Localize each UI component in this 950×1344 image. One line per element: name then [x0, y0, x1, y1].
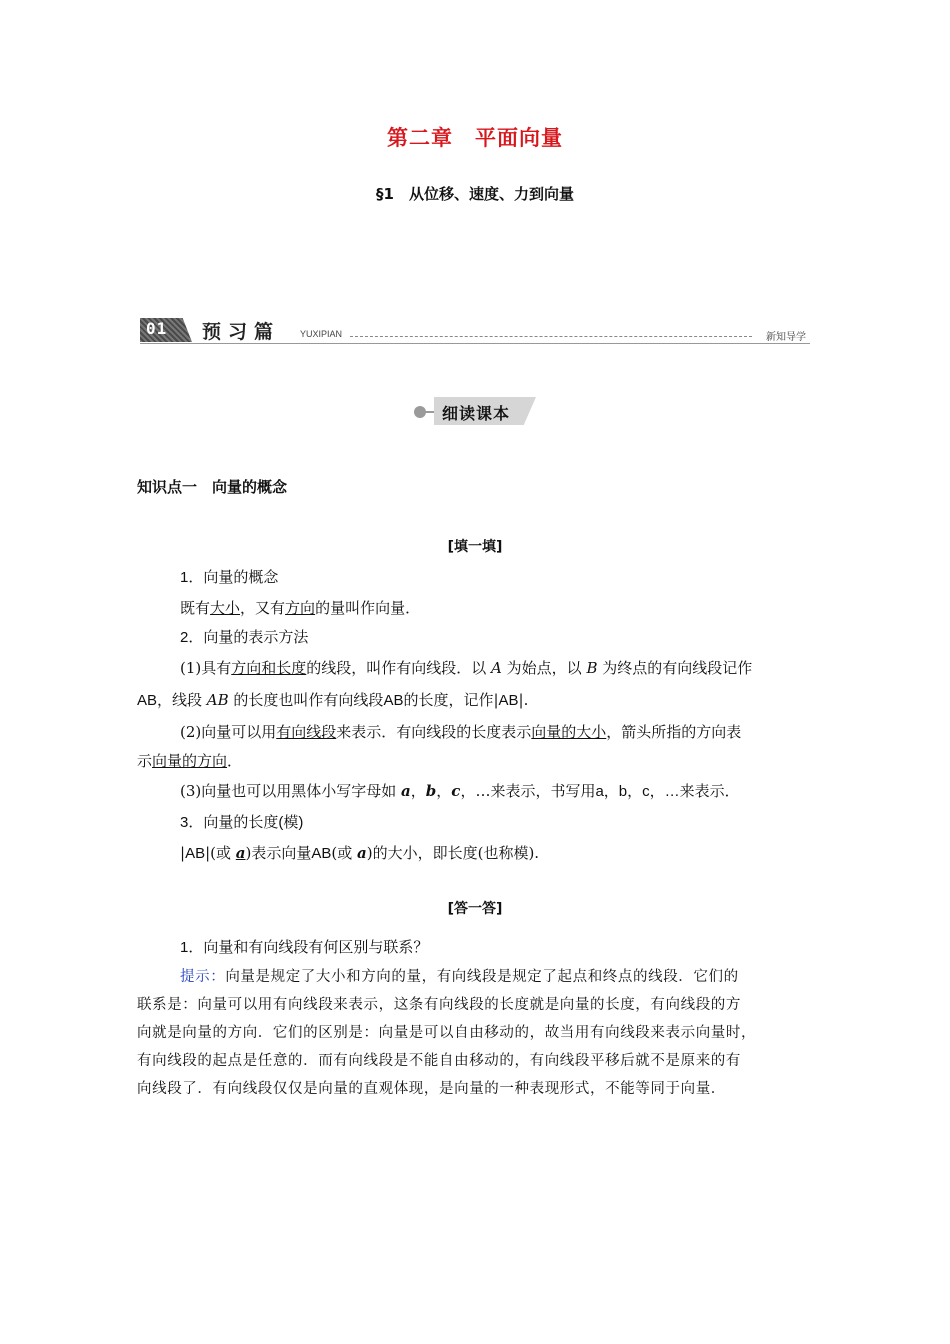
vector-ab: AB [311, 845, 332, 862]
vector-definition [180, 597, 420, 618]
text: |. [518, 691, 529, 709]
text: 来表示． [679, 782, 740, 800]
text: ， [436, 782, 452, 800]
vector-ab: AB [137, 692, 158, 709]
preview-banner [140, 316, 810, 346]
bold-b: b [425, 782, 437, 800]
handwritten-letters: a，b，c，… [595, 783, 680, 800]
segment-ab: AB [206, 691, 229, 709]
blank-vector-direction: 向量的方向 [152, 752, 228, 770]
answer-line-5: 向线段了．有向线段仅仅是向量的直观体现，是向量的一种表现形式，不能等同于向量． [137, 1081, 726, 1097]
badge-label: 细读课本 [442, 404, 511, 423]
text: ，线段 [157, 691, 207, 709]
hint-label: 提示： [180, 969, 226, 985]
banner-right-label: 新知导学 [766, 332, 806, 343]
vector-length-line [180, 842, 539, 863]
item2-title: 2．向量的表示方法 [180, 629, 309, 646]
text: 为始点，以 [501, 659, 587, 677]
blank-vector-magnitude: 向量的大小 [531, 723, 607, 741]
text: (2)向量可以用 [180, 723, 277, 741]
def-text: 的量叫作向量． [315, 599, 421, 617]
paragraph-3 [180, 780, 740, 801]
bold-c: c [451, 782, 461, 800]
vector-ab: AB [383, 692, 404, 709]
section-title: §1 从位移、速度、力到向量 [376, 185, 574, 203]
point-b: B [586, 659, 598, 677]
text: 来表示．有向线段的长度表示 [336, 723, 532, 741]
text: 的长度也叫作有向线段 [228, 691, 384, 709]
banner-number: 01 [146, 319, 168, 338]
text: 向量是规定了大小和方向的量，有向线段是规定了起点和终点的线段．它们的 [225, 969, 739, 985]
text: 为终点的有向线段记作 [597, 659, 753, 677]
paragraph-2-line-2 [137, 750, 242, 771]
knowledge-point-heading: 知识点一 向量的概念 [137, 478, 288, 496]
paragraph-2-line-1 [180, 721, 741, 742]
blank-magnitude: 大小 [210, 599, 241, 617]
answer-line-3: 向就是向量的方向．它们的区别是：向量是可以自由移动的，故当用有向线段来表示向量时， [137, 1025, 757, 1041]
read-textbook-badge [414, 397, 538, 427]
text: (1)具有 [180, 659, 232, 677]
paragraph-1-line-2 [137, 689, 528, 710]
bold-a: a [401, 782, 411, 800]
text: )表示向量 [245, 844, 312, 862]
answer-line-2: 联系是：向量可以用有向线段来表示，这条有向线段的长度就是向量的长度，有向线段的方 [137, 997, 741, 1013]
text: ， [410, 782, 426, 800]
answer-tag: [答一答] [447, 901, 503, 917]
text: 的长度，记作| [403, 691, 499, 709]
text: ． [227, 752, 243, 770]
text: (或 [331, 844, 357, 862]
blank-direction: 方向 [285, 599, 316, 617]
bold-a: a [357, 844, 367, 862]
text: ，箭头所指的方向表 [606, 723, 742, 741]
fill-in-tag: [填一填] [447, 539, 503, 555]
def-text: ，又有 [240, 599, 286, 617]
blank-direction-length: 方向和长度 [231, 659, 307, 677]
banner-title: 预习篇 [202, 321, 281, 343]
text: )的大小，即长度(也称模). [366, 844, 540, 862]
text: | [180, 844, 186, 862]
text: 的线段，叫作有向线段．以 [306, 659, 492, 677]
vector-ab: AB [498, 692, 519, 709]
text: 示 [137, 752, 153, 770]
question: 1．向量和有向线段有何区别与联系？ [180, 939, 429, 956]
point-a: A [491, 659, 502, 677]
text: (3)向量也可以用黑体小写字母如 [180, 782, 402, 800]
item1-title: 1．向量的概念 [180, 569, 279, 586]
banner-underline [140, 343, 810, 344]
answer-line-1 [180, 965, 739, 986]
vector-ab: AB [185, 845, 206, 862]
blank-directed-segment: 有向线段 [276, 723, 337, 741]
banner-pinyin: YUXIPIAN [300, 329, 343, 339]
banner-dashed-rule [350, 336, 752, 337]
answer-line-4: 有向线段的起点是任意的．而有向线段是不能自由移动的，有向线段平移后就不是原来的有 [137, 1053, 741, 1069]
blank-bold-a: a [235, 844, 246, 862]
item3-title: 3．向量的长度(模) [180, 814, 304, 831]
def-text: 既有 [180, 599, 211, 617]
text: ，…来表示，书写用 [460, 782, 596, 800]
text: |(或 [205, 844, 236, 862]
chapter-title: 第二章 平面向量 [387, 126, 563, 150]
paragraph-1-line-1 [180, 657, 752, 678]
